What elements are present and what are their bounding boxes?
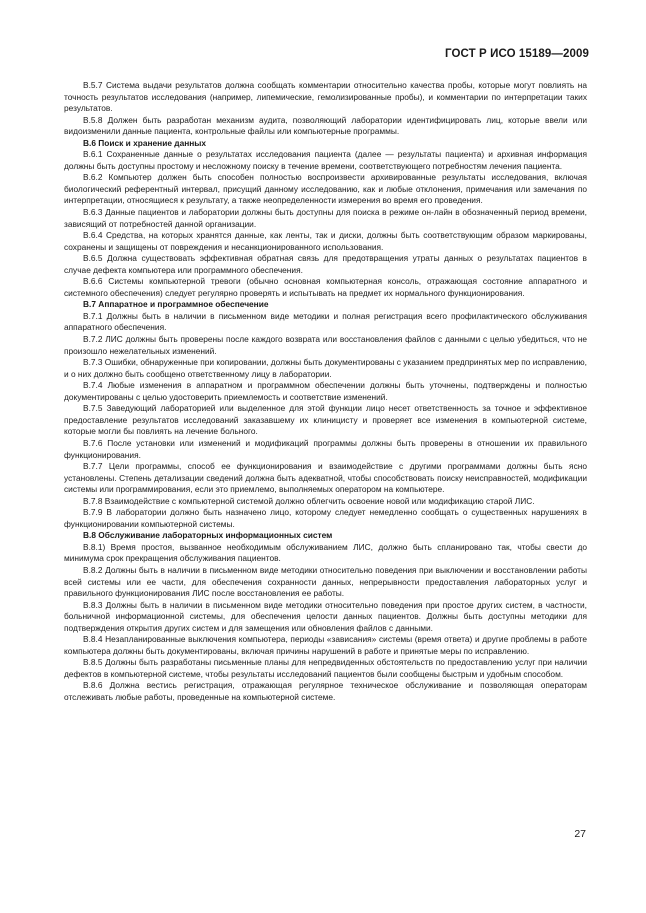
section-heading: В.7 Аппаратное и программное обеспечение [83, 299, 269, 310]
clause-paragraph: В.7.6 После установки или изменений и модификаций программы должны быть проверены в отношении их правильного функционирования. [64, 437, 587, 460]
clause-paragraph: В.6.6 Системы компьютерной тревоги (обычно основная компьютерная консоль, отражающая состояние аппаратного и системного обеспечения) следует регулярно проверять и испытывать на предмет их нормального функционирования. [64, 276, 587, 298]
clause-paragraph: В.8.5 Должны быть разработаны письменные планы для непредвиденных обстоятельств по предоставлению услуг при наличии дефектов в компьютерной системе, чтобы результаты исследований пациентов были сообщены быстрым и удобным способом. [64, 657, 587, 679]
clause-paragraph: В.7.4 Любые изменения в аппаратном и программном обеспечении должны быть уточнены, подтверждены и полностью документированы с целью удостоверить приемлемость и соответствие изменений. [64, 380, 587, 402]
clause-paragraph: В.7.2 ЛИС должны быть проверены после каждого возврата или восстановления файлов с данными с целью убедиться, что не произошло нежелательных изменений. [64, 334, 587, 356]
section-heading: В.8 Обслуживание лабораторных информационных систем [83, 530, 333, 541]
section-heading: В.6 Поиск и хранение данных [83, 137, 207, 148]
clause-paragraph: В.8.3 Должны быть в наличии в письменном виде методики относительно поведения при простое других систем, в частности, больничной информационной системы, для обеспечения целости данных пациентов. Должны быть доступны методики для подтверждения открытия других систем и для замещения или обновления файлов с данными. [64, 599, 587, 633]
clause-paragraph: В.6.4 Средства, на которых хранятся данные, как ленты, так и диски, должны быть соответствующим образом маркированы, сохранены и защищены от повреждения и несанкционированного использования. [64, 230, 587, 252]
document-body [64, 80, 587, 704]
clause-paragraph: В.5.7 Система выдачи результатов должна сообщать комментарии относительно качества пробы, которые могут повлиять на точность результатов исследования (например, липемические, гемолизированные пробы), и комментарии по интерпретации таких результатов. [64, 80, 587, 114]
clause-paragraph: В.7.8 Взаимодействие с компьютерной системой должно облегчить освоение новой или модификацию старой ЛИС. [83, 495, 535, 506]
clause-paragraph: В.8.2 Должны быть в наличии в письменном виде методики относительно поведения при выключении и восстановлении работы всей системы или ее части, для обеспечения сохранности данных, непрерывности предоставления лабораторных услуг и правильного функционирования ЛИС после восстановления ее работы. [64, 564, 587, 599]
clause-paragraph: В.8.6 Должна вестись регистрация, отражающая регулярное техническое обслуживание и позволяющая операторам отслеживать любые работы, проведенные на компьютерной системе. [64, 680, 587, 702]
clause-paragraph: В.6.2 Компьютер должен быть способен полностью воспроизвести архивированные результаты исследования, включая биологический референтный интервал, присущий данному исследованию, как и любые отклонения, примечания или замечания по интерпретации, относящиеся к результату, а также неопределенности измерения во время его проведения. [64, 172, 587, 206]
clause-paragraph: В.7.5 Заведующий лабораторией или выделенное для этой функции лицо несет ответственность за точное и эффективное предоставление результатов исследований заказавшему их клиницисту и проверяет все изменения в компьютерной системе, которые могли бы повлиять на лечение больного. [64, 403, 587, 437]
clause-paragraph: В.7.7 Цели программы, способ ее функционирования и взаимодействие с другими программами должны быть ясно установлены. Степень детализации сведений должна быть адекватной, чтобы способствовать поиску неисправностей, модификации системы или программирования, если это приемлемо, выполняемых оператором на компьютере. [64, 461, 587, 495]
clause-paragraph: В.6.5 Должна существовать эффективная обратная связь для предотвращения утраты данных о результатах пациентов в случае дефекта компьютера или программного обеспечения. [64, 253, 587, 275]
standard-header: ГОСТ Р ИСО 15189—2009 [444, 48, 589, 60]
clause-paragraph: В.7.9 В лаборатории должно быть назначено лицо, которому следует немедленно сообщать о существенных нарушениях в функционировании компьютерной системы. [64, 507, 587, 529]
clause-paragraph: В.7.3 Ошибки, обнаруженные при копировании, должны быть документированы с указанием предпринятых мер по исправлению, и о них должно быть сообщено ответственному лицу в лаборатории. [64, 357, 587, 379]
clause-paragraph: В.6.1 Сохраненные данные о результатах исследования пациента (далее — результаты пациента) и архивная информация должны быть доступны простому и несложному поиску в течение времени, соответствующего потребностям лечения пациента. [64, 149, 587, 171]
clause-paragraph: В.7.1 Должны быть в наличии в письменном виде методики и полная регистрация всего профилактического обслуживания аппаратного обеспечения. [64, 310, 587, 333]
clause-paragraph: В.8.4 Незапланированные выключения компьютера, периоды «зависания» системы (время ответа) и другие проблемы в работе компьютера должны быть документированы, включая причины нарушений в работе и принятые меры по исправлению. [64, 634, 587, 656]
page-number: 27 [574, 828, 586, 840]
clause-paragraph: В.8.1) Время простоя, вызванное необходимым обслуживанием ЛИС, должно быть спланировано так, чтобы свести до минимума срок прекращения обслуживания пациентов. [64, 541, 587, 564]
clause-paragraph: В.5.8 Должен быть разработан механизм аудита, позволяющий лаборатории идентифицировать лиц, которые ввели или видоизменили данные пациента, контрольные файлы или компьютерные программы. [64, 114, 587, 137]
clause-paragraph: В.6.3 Данные пациентов и лаборатории должны быть доступны для поиска в режиме он-лайн в обозначенный период времени, зависящий от потребностей данной организации. [64, 207, 587, 229]
